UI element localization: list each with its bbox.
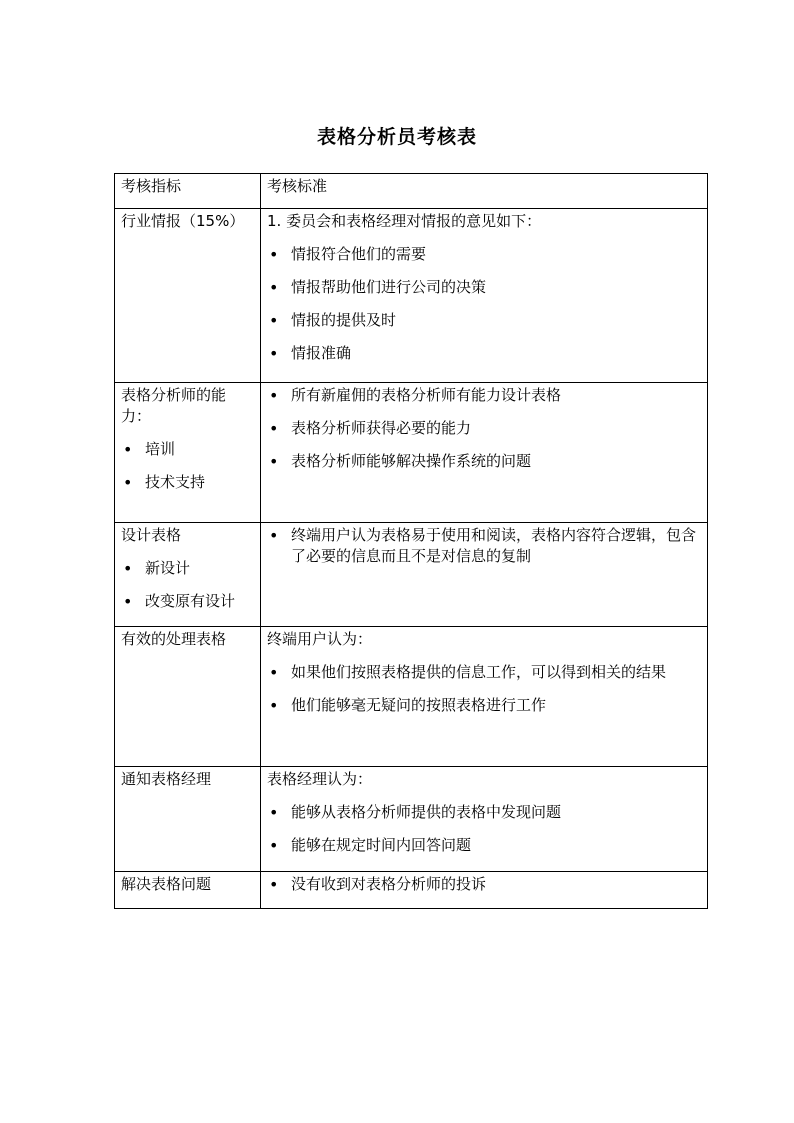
indicator-label: 设计表格 (121, 526, 182, 544)
table-row (115, 523, 708, 627)
list-item: • 表格分析师获得必要的能力 (267, 418, 701, 439)
indicator-label: 有效的处理表格 (121, 630, 227, 648)
indicator-label: 表格分析师的能力： (121, 386, 227, 425)
list-item: • 能够在规定时间内回答问题 (267, 835, 701, 856)
criteria-cell (261, 767, 708, 872)
indicator-label: 解决表格问题 (121, 875, 212, 893)
table-row (115, 627, 708, 767)
criteria-intro: 终端用户认为： (267, 630, 373, 648)
list-item: • 他们能够毫无疑问的按照表格进行工作 (267, 695, 701, 716)
indicator-cell (115, 209, 261, 383)
indicator-cell (115, 767, 261, 872)
criteria-intro: 表格经理认为： (267, 770, 373, 788)
table-row (115, 209, 708, 383)
list-item: • 没有收到对表格分析师的投诉 (267, 874, 701, 895)
list-item: • 培训 (121, 439, 254, 460)
page-title: 表格分析员考核表 (316, 126, 477, 148)
criteria-cell (261, 627, 708, 767)
header-criteria: 考核标准 (261, 174, 708, 209)
table-header-row (115, 174, 708, 209)
table-row (115, 872, 708, 909)
criteria-cell (261, 209, 708, 383)
criteria-cell (261, 872, 708, 909)
list-item: • 情报的提供及时 (267, 310, 701, 331)
criteria-cell (261, 383, 708, 523)
list-item: • 技术支持 (121, 472, 254, 493)
criteria-cell (261, 523, 708, 627)
list-item: • 情报准确 (267, 343, 701, 364)
indicator-label: 行业情报（15%） (121, 212, 245, 230)
indicator-label: 通知表格经理 (121, 770, 212, 788)
header-indicator: 考核指标 (115, 174, 261, 209)
indicator-cell (115, 627, 261, 767)
table-row (115, 767, 708, 872)
indicator-cell (115, 872, 261, 909)
list-item: • 改变原有设计 (121, 591, 254, 612)
list-item: • 情报符合他们的需要 (267, 244, 701, 265)
list-item: • 终端用户认为表格易于使用和阅读，表格内容符合逻辑，包含了必要的信息而且不是对信息的复制 (267, 525, 701, 567)
indicator-cell (115, 383, 261, 523)
list-item: • 如果他们按照表格提供的信息工作，可以得到相关的结果 (267, 662, 701, 683)
list-item: • 新设计 (121, 558, 254, 579)
indicator-cell (115, 523, 261, 627)
list-item: • 所有新雇佣的表格分析师有能力设计表格 (267, 385, 701, 406)
list-item: • 能够从表格分析师提供的表格中发现问题 (267, 802, 701, 823)
list-item: • 表格分析师能够解决操作系统的问题 (267, 451, 701, 472)
criteria-intro: 1. 委员会和表格经理对情报的意见如下： (267, 212, 542, 230)
table-row (115, 383, 708, 523)
assessment-table (114, 173, 708, 909)
list-item: • 情报帮助他们进行公司的决策 (267, 277, 701, 298)
